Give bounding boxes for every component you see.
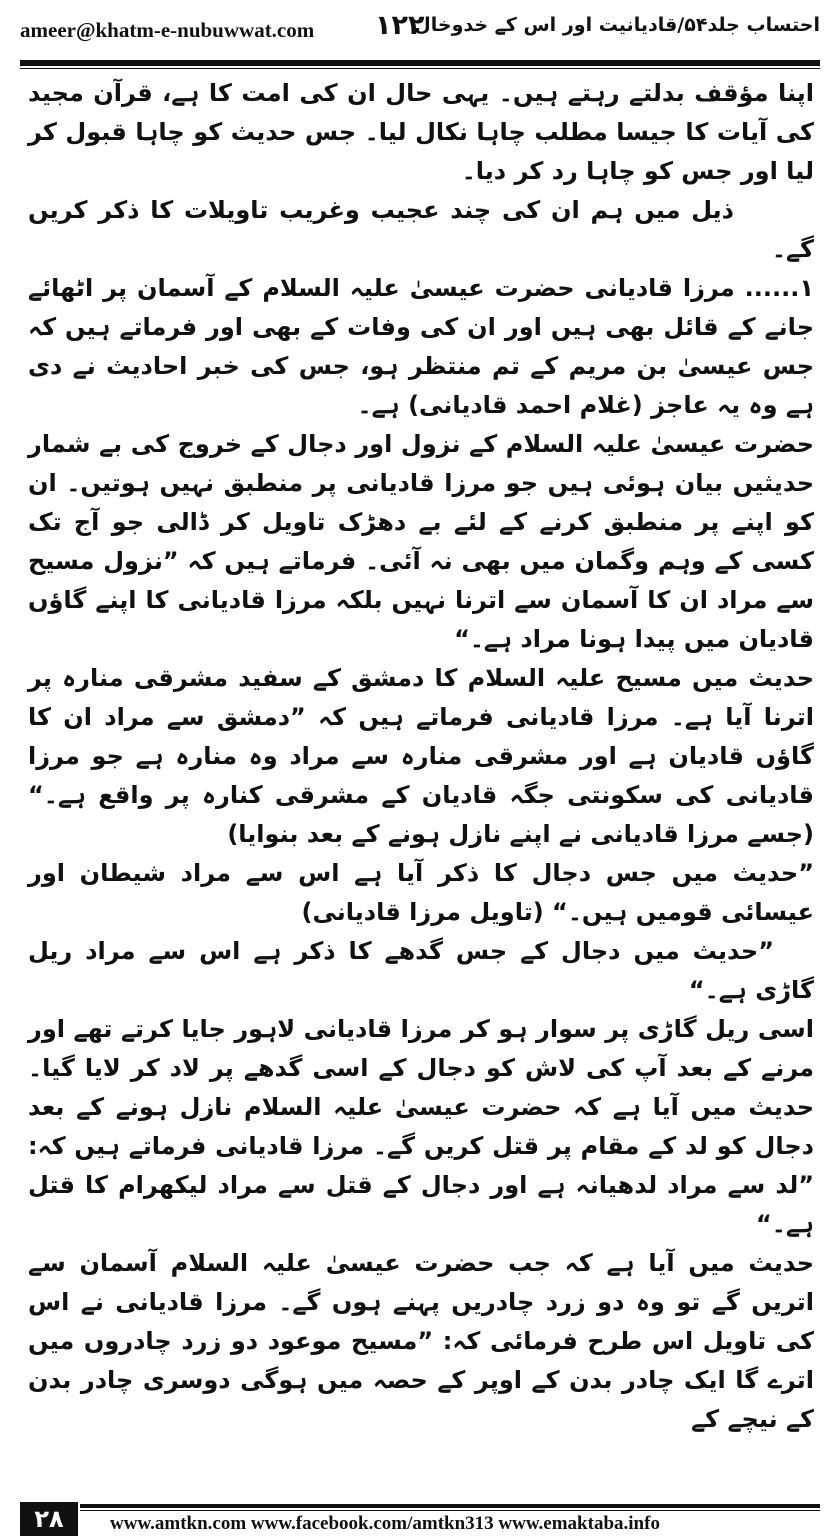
page-footer — [0, 1496, 840, 1540]
header-rule-thin — [20, 68, 820, 69]
paragraph-7: ”حدیث میں دجال کے جس گدھے کا ذکر ہے اس سے مراد ریل گاڑی ہے۔“ — [28, 937, 814, 1004]
footer-page-number: ۲۸ — [20, 1502, 78, 1536]
document-body — [28, 74, 814, 1439]
paragraph-6: ”حدیث میں جس دجال کا ذکر آیا ہے اس سے مراد شیطان اور عیسائی قومیں ہیں۔“ (تاویل مرزا قادیانی) — [28, 859, 814, 926]
footer-links[interactable]: www.amtkn.com www.facebook.com/amtkn313 www.emaktaba.info — [110, 1513, 660, 1534]
paragraph-2: ذیل میں ہم ان کی چند عجیب وغریب تاویلات کا ذکر کریں گے۔ — [28, 196, 814, 263]
paragraph-8: اسی ریل گاڑی پر سوار ہو کر مرزا قادیانی لاہور جایا کرتے تھے اور مرنے کے بعد آپ کی لاش کو دجال کے اسی گدھے پر لاد کر لایا گیا۔ حدیث میں آیا ہے کہ حضرت عیسیٰ علیہ السلام نازل ہونے کے بعد دجال کو لد کے مقام پر قتل کریں گے۔ مرزا قادیانی فرماتے ہیں کہ: ”لد سے مراد لدھیانہ ہے اور دجال کے قتل سے مراد لیکھرام کا قتل ہے۔“ — [28, 1015, 814, 1238]
footer-rule-thin — [80, 1510, 820, 1511]
header-title: احتساب جلد۵۴/قادیانیت اور اس کے خدوخال — [414, 14, 820, 36]
header-page-number: ۱۲۲ — [375, 10, 425, 41]
paragraph-3: ۱...... مرزا قادیانی حضرت عیسیٰ علیہ السلام کے آسمان پر اٹھائے جانے کے قائل بھی ہیں اور ان کی وفات کے بھی اور فرماتے ہیں کہ جس عیسیٰ بن مریم کے تم منتظر ہو، جس کی خبر احادیث نے دی ہے وہ یہ عاجز (غلام احمد قادیانی) ہے۔ — [28, 274, 814, 419]
paragraph-1: اپنا مؤقف بدلتے رہتے ہیں۔ یہی حال ان کی امت کا ہے، قرآن مجید کی آیات کا جیسا مطلب چاہا نکال لیا۔ جس حدیث کو چاہا قبول کر لیا اور جس کو چاہا رد کر دیا۔ — [28, 79, 814, 185]
header-email: ameer@khatm-e-nubuwwat.com — [20, 18, 315, 42]
paragraph-9: حدیث میں آیا ہے کہ جب حضرت عیسیٰ علیہ السلام آسمان سے اتریں گے تو وہ دو زرد چادریں پہنے ہوں گے۔ مرزا قادیانی نے اس کی تاویل اس طرح فرمائی کہ: ”مسیح موعود دو زرد چادروں میں اترے گا ایک چادر بدن کے اوپر کے حصہ میں ہوگی دوسری چادر بدن کے نیچے کے — [28, 1249, 814, 1433]
page-header — [0, 0, 840, 62]
paragraph-4: حضرت عیسیٰ علیہ السلام کے نزول اور دجال کے خروج کی بے شمار حدیثیں بیان ہوئی ہیں جو مرزا قادیانی پر منطبق نہیں ہوتیں۔ ان کو اپنے پر منطبق کرنے کے لئے بے دھڑک تاویل کر ڈالی جو آج تک کسی کے وہم وگمان میں بھی نہ آئی۔ فرماتے ہیں کہ ”نزول مسیح سے مراد ان کا آسمان سے اترنا نہیں بلکہ مرزا قادیانی کا اپنے گاؤں قادیان میں پیدا ہونا مراد ہے۔“ — [28, 430, 814, 653]
header-rule — [20, 60, 820, 66]
paragraph-5: حدیث میں مسیح علیہ السلام کا دمشق کے سفید مشرقی منارہ پر اترنا آیا ہے۔ مرزا قادیانی فرماتے ہیں کہ ”دمشق سے مراد ان کا گاؤں قادیان ہے اور مشرقی منارہ سے مراد وہ منارہ ہے جو مرزا قادیانی کی سکونتی جگہ قادیان کے مشرقی کنارہ پر واقع ہے۔“ (جسے مرزا قادیانی نے اپنے نازل ہونے کے بعد بنوایا) — [28, 664, 814, 848]
footer-rule — [80, 1504, 820, 1508]
